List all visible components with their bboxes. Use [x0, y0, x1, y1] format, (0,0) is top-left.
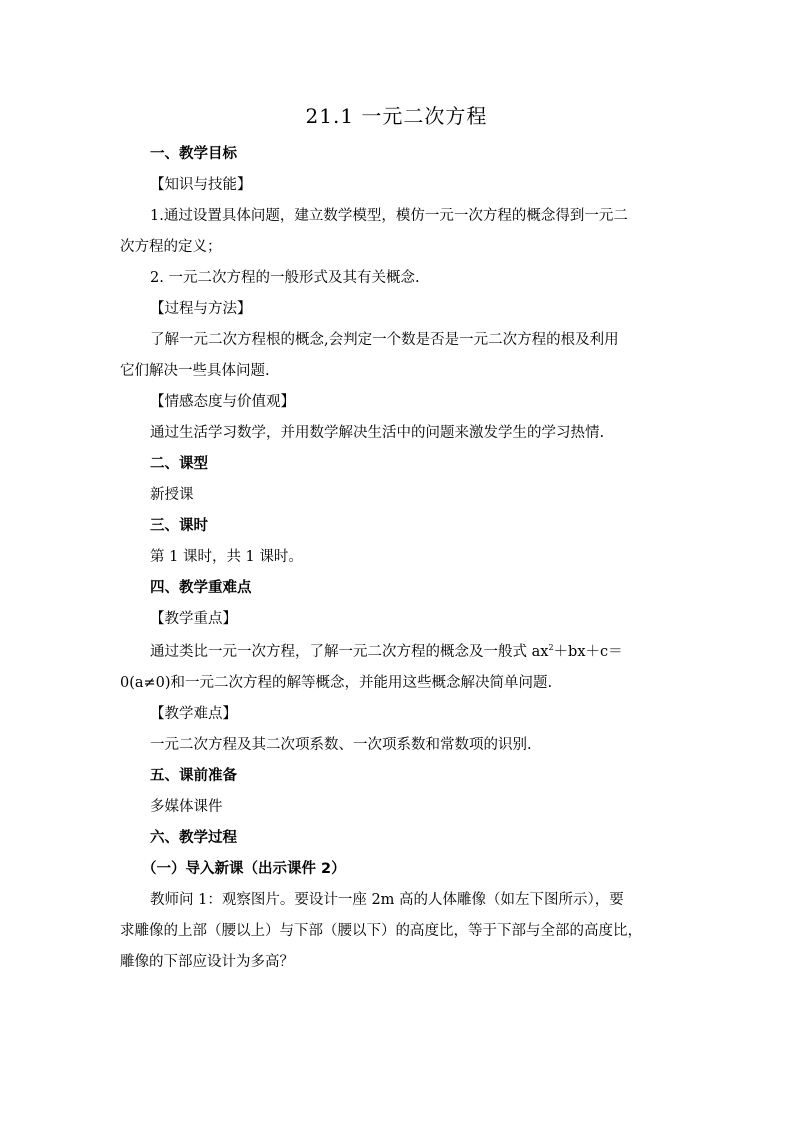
section-heading-lesson-type: 二、课型: [150, 456, 208, 472]
paragraph-line: 求雕像的上部（腰以上）与下部（腰以下）的高度比，等于下部与全部的高度比，: [120, 923, 642, 939]
formula-text-part: ＋bx＋c＝: [553, 644, 623, 660]
paragraph-line: 多媒体课件: [150, 799, 223, 815]
paragraph-line: 教师问 1：观察图片。要设计一座 2m 高的人体雕像（如左下图所示），要: [150, 892, 624, 908]
paragraph-line: 次方程的定义；: [120, 239, 222, 255]
subheading-emotion-values: 【情感态度与价值观】: [150, 394, 295, 410]
section-heading-teaching-objectives: 一、教学目标: [150, 146, 237, 162]
paragraph-line: 1.通过设置具体问题，建立数学模型，模仿一元一次方程的概念得到一元二: [150, 208, 628, 224]
subsection-heading-introduction: （一）导入新课（出示课件 2）: [142, 861, 346, 877]
section-heading-teaching-process: 六、教学过程: [150, 830, 237, 846]
paragraph-line: 新授课: [150, 487, 194, 503]
paragraph-line: 2. 一元二次方程的一般形式及其有关概念.: [150, 270, 420, 286]
paragraph-line: 一元二次方程及其二次项系数、一次项系数和常数项的识别.: [150, 737, 532, 753]
paragraph-line: 通过生活学习数学，并用数学解决生活中的问题来激发学生的学习热情.: [150, 425, 605, 441]
subheading-process-method: 【过程与方法】: [150, 301, 252, 317]
paragraph-line-with-formula: [120, 642, 676, 662]
subheading-key-points: 【教学重点】: [150, 611, 237, 627]
paragraph-line: 它们解决一些具体问题.: [120, 363, 270, 379]
section-heading-key-difficult-points: 四、教学重难点: [150, 580, 252, 596]
subheading-knowledge-skills: 【知识与技能】: [150, 177, 252, 193]
section-heading-preparation: 五、课前准备: [150, 768, 237, 784]
subheading-difficult-points: 【教学难点】: [150, 706, 237, 722]
paragraph-line: 雕像的下部应设计为多高？: [120, 954, 294, 970]
formula-text-part: 通过类比一元一次方程，了解一元二次方程的概念及一般式 ax: [150, 644, 549, 660]
page-title: 21.1 一元二次方程: [305, 104, 488, 128]
paragraph-line: 了解一元二次方程根的概念,会判定一个数是否是一元二次方程的根及利用: [150, 332, 619, 348]
paragraph-line: 0(a≠0)和一元二次方程的解等概念，并能用这些概念解决简单问题.: [120, 675, 553, 691]
paragraph-line: 第 1 课时，共 1 课时。: [150, 549, 303, 565]
formula-superscript: 2: [548, 643, 554, 652]
section-heading-class-hours: 三、课时: [150, 518, 208, 534]
